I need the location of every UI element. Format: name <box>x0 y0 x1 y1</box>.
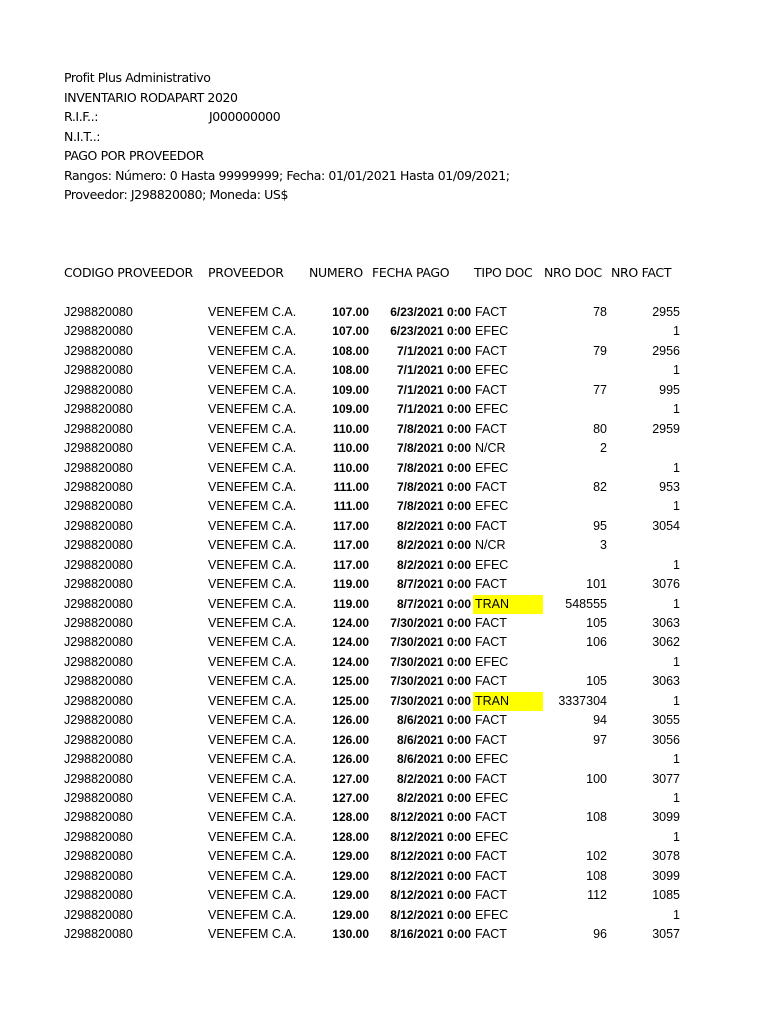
cell-nro-doc: 548555 <box>565 596 607 611</box>
cell-numero: 109.00 <box>332 402 369 417</box>
cell-codigo: J298820080 <box>64 790 133 805</box>
col-header-fecha: FECHA PAGO <box>372 265 450 280</box>
cell-proveedor: VENEFEM C.A. <box>208 324 297 339</box>
cell-fecha: 8/12/2021 0:00 <box>390 888 471 903</box>
cell-numero: 129.00 <box>332 849 369 864</box>
cell-fecha: 8/12/2021 0:00 <box>390 829 471 844</box>
cell-nro-fact: 3076 <box>652 577 680 592</box>
cell-nro-fact: 953 <box>659 479 680 494</box>
cell-tipo-doc: EFEC <box>475 402 509 417</box>
cell-proveedor: VENEFEM C.A. <box>208 518 297 533</box>
cell-proveedor: VENEFEM C.A. <box>208 382 297 397</box>
cell-tipo-doc: EFEC <box>475 752 509 767</box>
cell-proveedor: VENEFEM C.A. <box>208 577 297 592</box>
cell-nro-doc: 95 <box>593 518 607 533</box>
cell-tipo-doc: TRAN <box>473 692 543 711</box>
table-row <box>0 906 768 925</box>
table-row <box>0 556 768 575</box>
cell-numero: 110.00 <box>332 460 369 475</box>
cell-codigo: J298820080 <box>64 577 133 592</box>
cell-nro-fact: 1 <box>673 596 680 611</box>
cell-nro-fact: 3063 <box>652 616 680 630</box>
cell-numero: 128.00 <box>332 829 369 844</box>
table-row <box>0 633 768 652</box>
cell-fecha: 8/16/2021 0:00 <box>390 927 471 941</box>
cell-proveedor: VENEFEM C.A. <box>208 849 297 864</box>
cell-tipo-doc: FACT <box>475 421 507 436</box>
cell-nro-fact: 2955 <box>652 305 680 319</box>
cell-codigo: J298820080 <box>64 460 133 475</box>
cell-proveedor: VENEFEM C.A. <box>208 752 297 767</box>
cell-nro-doc: 108 <box>586 868 607 883</box>
cell-proveedor: VENEFEM C.A. <box>208 829 297 844</box>
cell-nro-fact: 3063 <box>652 674 680 689</box>
table-row <box>0 478 768 497</box>
cell-codigo: J298820080 <box>64 752 133 767</box>
cell-fecha: 7/30/2021 0:00 <box>390 693 471 708</box>
cell-fecha: 8/12/2021 0:00 <box>390 907 471 922</box>
cell-fecha: 8/7/2021 0:00 <box>396 596 471 611</box>
table-row <box>0 867 768 886</box>
cell-proveedor: VENEFEM C.A. <box>208 441 297 456</box>
cell-fecha: 7/8/2021 0:00 <box>396 421 471 436</box>
cell-fecha: 7/8/2021 0:00 <box>396 499 471 514</box>
cell-proveedor: VENEFEM C.A. <box>208 343 297 358</box>
cell-proveedor: VENEFEM C.A. <box>208 363 297 378</box>
cell-nro-doc: 105 <box>586 616 607 630</box>
cell-codigo: J298820080 <box>64 771 133 786</box>
table-row <box>0 381 768 400</box>
cell-proveedor: VENEFEM C.A. <box>208 305 297 319</box>
cell-tipo-doc: FACT <box>475 849 507 864</box>
cell-fecha: 7/8/2021 0:00 <box>396 460 471 475</box>
cell-fecha: 7/30/2021 0:00 <box>390 674 471 689</box>
cell-nro-fact: 1 <box>673 402 680 417</box>
cell-nro-doc: 102 <box>586 849 607 864</box>
cell-fecha: 8/6/2021 0:00 <box>396 752 471 767</box>
cell-tipo-doc: EFEC <box>475 324 509 339</box>
rif-label: R.I.F..: <box>64 109 99 124</box>
cell-nro-doc: 101 <box>586 577 607 592</box>
table-row <box>0 614 768 633</box>
rif-value: J000000000 <box>209 109 281 124</box>
table-row <box>0 361 768 380</box>
payment-table <box>0 303 768 944</box>
cell-codigo: J298820080 <box>64 479 133 494</box>
cell-tipo-doc: EFEC <box>475 829 509 844</box>
cell-codigo: J298820080 <box>64 888 133 903</box>
table-row <box>0 536 768 555</box>
table-row <box>0 770 768 789</box>
cell-tipo-doc: EFEC <box>475 654 509 669</box>
cell-tipo-doc: N/CR <box>475 441 506 456</box>
table-row <box>0 847 768 866</box>
cell-nro-doc: 3337304 <box>558 693 607 708</box>
cell-nro-doc: 94 <box>593 713 607 728</box>
cell-numero: 108.00 <box>332 343 369 358</box>
cell-tipo-doc: EFEC <box>475 460 509 475</box>
cell-tipo-doc: EFEC <box>475 363 509 378</box>
col-header-nrodoc: NRO DOC <box>544 265 602 280</box>
cell-nro-doc: 82 <box>593 479 607 494</box>
cell-tipo-doc: FACT <box>475 888 507 903</box>
cell-nro-fact: 1 <box>673 363 680 378</box>
cell-tipo-doc: FACT <box>475 771 507 786</box>
cell-fecha: 8/2/2021 0:00 <box>396 790 471 805</box>
cell-numero: 126.00 <box>332 752 369 767</box>
cell-fecha: 7/1/2021 0:00 <box>396 382 471 397</box>
cell-tipo-doc: EFEC <box>475 790 509 805</box>
table-row <box>0 303 768 322</box>
cell-codigo: J298820080 <box>64 674 133 689</box>
cell-numero: 129.00 <box>332 868 369 883</box>
cell-proveedor: VENEFEM C.A. <box>208 732 297 747</box>
table-row <box>0 653 768 672</box>
cell-nro-doc: 96 <box>593 927 607 941</box>
cell-codigo: J298820080 <box>64 402 133 417</box>
cell-proveedor: VENEFEM C.A. <box>208 654 297 669</box>
cell-nro-fact: 2956 <box>652 343 680 358</box>
cell-numero: 117.00 <box>332 557 369 572</box>
cell-tipo-doc: FACT <box>475 518 507 533</box>
cell-fecha: 7/8/2021 0:00 <box>396 441 471 456</box>
cell-codigo: J298820080 <box>64 693 133 708</box>
company-name: Profit Plus Administrativo <box>64 70 211 85</box>
cell-nro-fact: 1 <box>673 790 680 805</box>
cell-fecha: 8/2/2021 0:00 <box>396 518 471 533</box>
cell-proveedor: VENEFEM C.A. <box>208 421 297 436</box>
cell-proveedor: VENEFEM C.A. <box>208 635 297 650</box>
cell-tipo-doc: FACT <box>475 927 507 941</box>
column-headers <box>0 263 768 283</box>
table-row <box>0 925 768 944</box>
table-row <box>0 595 768 614</box>
provider-line: Proveedor: J298820080; Moneda: US$ <box>64 187 289 202</box>
cell-proveedor: VENEFEM C.A. <box>208 907 297 922</box>
cell-codigo: J298820080 <box>64 616 133 630</box>
cell-nro-fact: 1 <box>673 557 680 572</box>
table-row <box>0 672 768 691</box>
cell-tipo-doc: FACT <box>475 810 507 825</box>
cell-codigo: J298820080 <box>64 868 133 883</box>
cell-nro-fact: 3099 <box>652 810 680 825</box>
cell-codigo: J298820080 <box>64 538 133 553</box>
cell-codigo: J298820080 <box>64 713 133 728</box>
col-header-codigo: CODIGO PROVEEDOR <box>64 265 193 280</box>
cell-codigo: J298820080 <box>64 810 133 825</box>
cell-numero: 125.00 <box>332 693 369 708</box>
cell-numero: 107.00 <box>332 324 369 339</box>
cell-fecha: 8/12/2021 0:00 <box>390 849 471 864</box>
cell-nro-fact: 1 <box>673 829 680 844</box>
cell-tipo-doc: FACT <box>475 382 507 397</box>
cell-proveedor: VENEFEM C.A. <box>208 790 297 805</box>
cell-proveedor: VENEFEM C.A. <box>208 771 297 786</box>
cell-codigo: J298820080 <box>64 382 133 397</box>
cell-proveedor: VENEFEM C.A. <box>208 538 297 553</box>
cell-tipo-doc: FACT <box>475 732 507 747</box>
cell-nro-fact: 995 <box>659 382 680 397</box>
cell-tipo-doc: FACT <box>475 305 507 319</box>
cell-tipo-doc: EFEC <box>475 907 509 922</box>
cell-numero: 129.00 <box>332 907 369 922</box>
cell-proveedor: VENEFEM C.A. <box>208 499 297 514</box>
cell-nro-fact: 2959 <box>652 421 680 436</box>
cell-nro-doc: 106 <box>586 635 607 650</box>
cell-fecha: 8/2/2021 0:00 <box>396 771 471 786</box>
cell-nro-fact: 1 <box>673 752 680 767</box>
cell-numero: 128.00 <box>332 810 369 825</box>
cell-numero: 107.00 <box>332 305 369 319</box>
cell-numero: 127.00 <box>332 790 369 805</box>
cell-fecha: 8/6/2021 0:00 <box>396 713 471 728</box>
col-header-numero: NUMERO <box>309 265 363 280</box>
cell-fecha: 6/23/2021 0:00 <box>390 324 471 339</box>
cell-tipo-doc: FACT <box>475 713 507 728</box>
cell-numero: 117.00 <box>332 518 369 533</box>
cell-nro-fact: 3055 <box>652 713 680 728</box>
cell-nro-fact: 3078 <box>652 849 680 864</box>
table-row <box>0 575 768 594</box>
cell-numero: 127.00 <box>332 771 369 786</box>
col-header-nrofact: NRO FACT <box>611 265 672 280</box>
table-row <box>0 731 768 750</box>
cell-tipo-doc: TRAN <box>473 595 543 614</box>
cell-nro-fact: 3054 <box>652 518 680 533</box>
cell-fecha: 8/2/2021 0:00 <box>396 557 471 572</box>
cell-fecha: 7/30/2021 0:00 <box>390 654 471 669</box>
cell-tipo-doc: FACT <box>475 577 507 592</box>
cell-proveedor: VENEFEM C.A. <box>208 693 297 708</box>
cell-numero: 119.00 <box>332 596 369 611</box>
table-row <box>0 439 768 458</box>
cell-nro-fact: 1 <box>673 499 680 514</box>
cell-fecha: 8/6/2021 0:00 <box>396 732 471 747</box>
cell-numero: 124.00 <box>332 616 369 630</box>
cell-fecha: 7/1/2021 0:00 <box>396 343 471 358</box>
cell-nro-fact: 3056 <box>652 732 680 747</box>
cell-codigo: J298820080 <box>64 421 133 436</box>
cell-proveedor: VENEFEM C.A. <box>208 927 297 941</box>
cell-numero: 110.00 <box>332 441 369 456</box>
cell-fecha: 8/12/2021 0:00 <box>390 868 471 883</box>
table-row <box>0 692 768 711</box>
report-title: PAGO POR PROVEEDOR <box>64 148 204 163</box>
cell-codigo: J298820080 <box>64 499 133 514</box>
cell-nro-fact: 1 <box>673 460 680 475</box>
cell-tipo-doc: EFEC <box>475 499 509 514</box>
cell-codigo: J298820080 <box>64 849 133 864</box>
cell-numero: 126.00 <box>332 713 369 728</box>
cell-nro-doc: 97 <box>593 732 607 747</box>
cell-codigo: J298820080 <box>64 654 133 669</box>
cell-nro-doc: 112 <box>587 888 607 903</box>
table-row <box>0 828 768 847</box>
cell-codigo: J298820080 <box>64 557 133 572</box>
cell-numero: 119.00 <box>332 577 369 592</box>
cell-numero: 129.00 <box>332 888 369 903</box>
cell-codigo: J298820080 <box>64 441 133 456</box>
cell-proveedor: VENEFEM C.A. <box>208 674 297 689</box>
cell-tipo-doc: FACT <box>475 343 507 358</box>
cell-nro-doc: 2 <box>600 441 607 456</box>
cell-nro-fact: 3099 <box>652 868 680 883</box>
cell-nro-doc: 105 <box>586 674 607 689</box>
cell-codigo: J298820080 <box>64 907 133 922</box>
nit-label: N.I.T..: <box>64 128 101 144</box>
cell-codigo: J298820080 <box>64 596 133 611</box>
cell-proveedor: VENEFEM C.A. <box>208 868 297 883</box>
cell-codigo: J298820080 <box>64 305 133 319</box>
cell-proveedor: VENEFEM C.A. <box>208 596 297 611</box>
cell-tipo-doc: FACT <box>475 616 507 630</box>
table-row <box>0 420 768 439</box>
table-row <box>0 886 768 905</box>
cell-fecha: 7/1/2021 0:00 <box>396 402 471 417</box>
table-row <box>0 808 768 827</box>
cell-proveedor: VENEFEM C.A. <box>208 713 297 728</box>
cell-proveedor: VENEFEM C.A. <box>208 616 297 630</box>
table-row <box>0 711 768 730</box>
cell-numero: 117.00 <box>332 538 369 553</box>
cell-fecha: 8/12/2021 0:00 <box>390 810 471 825</box>
cell-numero: 124.00 <box>332 635 369 650</box>
cell-proveedor: VENEFEM C.A. <box>208 557 297 572</box>
table-row <box>0 517 768 536</box>
cell-tipo-doc: FACT <box>475 868 507 883</box>
cell-numero: 125.00 <box>332 674 369 689</box>
cell-nro-doc: 108 <box>586 810 607 825</box>
cell-nro-fact: 3077 <box>652 771 680 786</box>
cell-numero: 109.00 <box>332 382 369 397</box>
cell-fecha: 7/30/2021 0:00 <box>390 616 471 630</box>
ranges-line: Rangos: Número: 0 Hasta 99999999; Fecha: 01/01/2021 Hasta 01/09/2021; <box>64 167 510 183</box>
cell-numero: 124.00 <box>332 654 369 669</box>
cell-codigo: J298820080 <box>64 324 133 339</box>
cell-numero: 130.00 <box>332 927 369 941</box>
cell-nro-doc: 78 <box>593 305 607 319</box>
cell-proveedor: VENEFEM C.A. <box>208 479 297 494</box>
cell-nro-doc: 80 <box>593 421 607 436</box>
cell-nro-doc: 3 <box>600 538 607 553</box>
cell-numero: 110.00 <box>332 421 369 436</box>
table-row <box>0 400 768 419</box>
cell-fecha: 8/2/2021 0:00 <box>396 538 471 553</box>
table-row <box>0 322 768 341</box>
cell-codigo: J298820080 <box>64 927 133 941</box>
cell-nro-fact: 3062 <box>652 635 680 650</box>
cell-nro-fact: 1 <box>673 907 680 922</box>
cell-fecha: 7/8/2021 0:00 <box>396 479 471 494</box>
cell-fecha: 7/1/2021 0:00 <box>396 363 471 378</box>
col-header-tipo: TIPO DOC <box>474 265 533 280</box>
cell-nro-doc: 100 <box>586 771 607 786</box>
cell-codigo: J298820080 <box>64 829 133 844</box>
cell-fecha: 8/7/2021 0:00 <box>396 577 471 592</box>
cell-numero: 126.00 <box>332 732 369 747</box>
inventory-title: INVENTARIO RODAPART 2020 <box>64 89 238 105</box>
cell-codigo: J298820080 <box>64 363 133 378</box>
cell-nro-fact: 1 <box>673 693 680 708</box>
table-row <box>0 750 768 769</box>
cell-fecha: 7/30/2021 0:00 <box>390 635 471 650</box>
cell-tipo-doc: FACT <box>475 635 507 650</box>
cell-proveedor: VENEFEM C.A. <box>208 810 297 825</box>
cell-codigo: J298820080 <box>64 732 133 747</box>
cell-codigo: J298820080 <box>64 343 133 358</box>
col-header-proveedor: PROVEEDOR <box>208 265 284 280</box>
table-row <box>0 342 768 361</box>
cell-codigo: J298820080 <box>64 518 133 533</box>
cell-numero: 111.00 <box>333 479 369 494</box>
cell-fecha: 6/23/2021 0:00 <box>390 305 471 319</box>
cell-proveedor: VENEFEM C.A. <box>208 402 297 417</box>
cell-tipo-doc: EFEC <box>475 557 509 572</box>
cell-nro-doc: 77 <box>593 382 607 397</box>
cell-numero: 108.00 <box>332 363 369 378</box>
cell-proveedor: VENEFEM C.A. <box>208 888 297 903</box>
cell-nro-fact: 1 <box>673 654 680 669</box>
table-row <box>0 789 768 808</box>
cell-tipo-doc: FACT <box>475 479 507 494</box>
cell-tipo-doc: N/CR <box>475 538 506 553</box>
report-header <box>64 68 744 205</box>
cell-nro-fact: 1 <box>673 324 680 339</box>
table-row <box>0 497 768 516</box>
cell-numero: 111.00 <box>333 499 369 514</box>
cell-nro-doc: 79 <box>593 343 607 358</box>
cell-proveedor: VENEFEM C.A. <box>208 460 297 475</box>
cell-nro-fact: 3057 <box>652 927 680 941</box>
rif-line <box>64 107 744 127</box>
cell-nro-fact: 1085 <box>652 888 680 903</box>
cell-codigo: J298820080 <box>64 635 133 650</box>
cell-tipo-doc: FACT <box>475 674 507 689</box>
table-row <box>0 459 768 478</box>
